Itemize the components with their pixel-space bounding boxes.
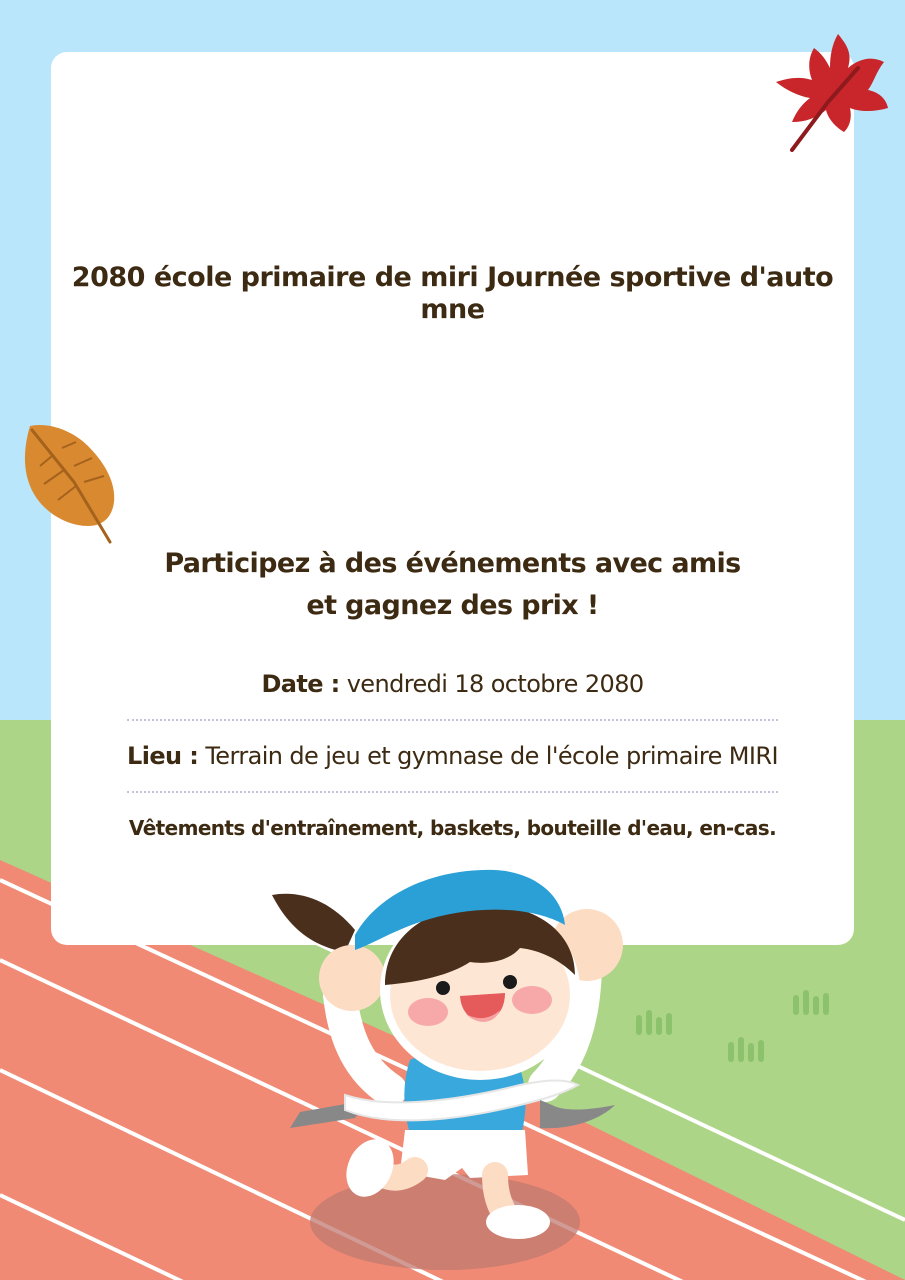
date-value: vendredi 18 octobre 2080 — [346, 670, 644, 698]
subtitle-line-2: et gagnez des prix ! — [306, 590, 599, 621]
page-title: 2080 école primaire de miri Journée sportive d'automne — [71, 262, 834, 325]
place-label: Lieu : — [127, 742, 199, 770]
items-to-bring: Vêtements d'entraînement, baskets, bouteille d'eau, en-cas. — [128, 816, 777, 840]
subtitle-line-1: Participez à des événements avec amis — [164, 548, 741, 579]
date-label: Date : — [261, 670, 340, 698]
place-value: Terrain de jeu et gymnase de l'école primaire MIRI — [205, 742, 778, 770]
